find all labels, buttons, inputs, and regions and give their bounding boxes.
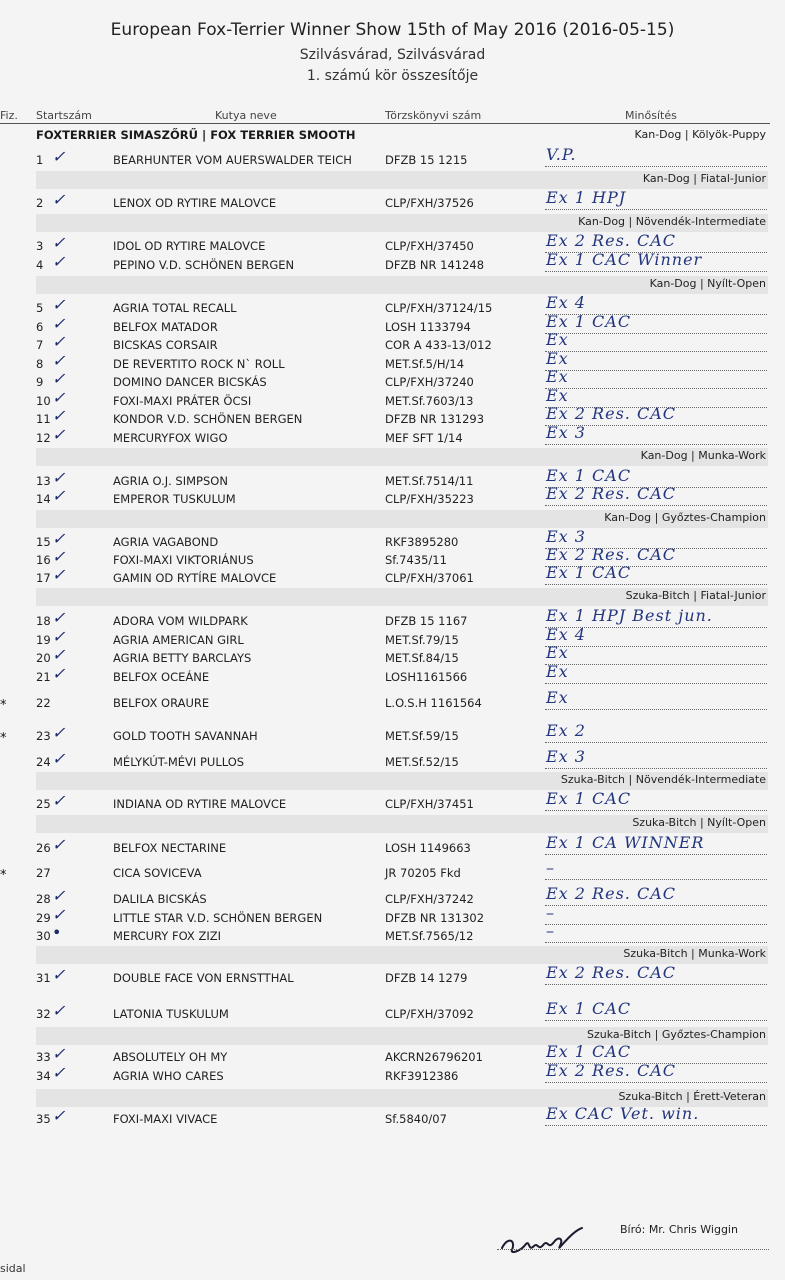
handwritten-grade: – bbox=[546, 903, 555, 922]
dog-name: MÉLYKÚT-MÉVI PULLOS bbox=[113, 755, 245, 769]
grade-line bbox=[545, 924, 767, 925]
handwritten-grade: Ex 2 Res. CAC bbox=[546, 884, 676, 903]
start-number: 27 bbox=[36, 866, 51, 880]
entry-row bbox=[0, 349, 785, 373]
check-mark: ✓ bbox=[52, 406, 66, 425]
start-number: 12 bbox=[36, 431, 51, 445]
check-mark: ✓ bbox=[52, 905, 66, 924]
start-number: 17 bbox=[36, 571, 51, 585]
entry-row bbox=[0, 721, 785, 746]
check-mark: ✓ bbox=[52, 627, 66, 646]
registration-number: MET.Sf.59/15 bbox=[385, 729, 459, 743]
start-number: 29 bbox=[36, 911, 51, 925]
judge-name: Bíró: Mr. Chris Wiggin bbox=[620, 1223, 738, 1236]
grade-line bbox=[545, 768, 767, 769]
handwritten-grade: Ex 2 Res. CAC bbox=[546, 545, 676, 564]
grade-line bbox=[545, 742, 767, 743]
entry-row bbox=[0, 999, 785, 1023]
grade-line bbox=[545, 505, 767, 506]
grade-line bbox=[545, 370, 767, 371]
entry-row bbox=[0, 563, 785, 587]
check-mark: ✓ bbox=[52, 190, 66, 209]
entry-row bbox=[0, 625, 785, 649]
dog-name: BELFOX MATADOR bbox=[113, 320, 218, 334]
registration-number: CLP/FXH/37061 bbox=[385, 571, 474, 585]
start-number: 31 bbox=[36, 971, 51, 985]
registration-number: MET.Sf.7603/13 bbox=[385, 394, 474, 408]
check-mark: ✓ bbox=[52, 147, 66, 166]
check-mark: ✓ bbox=[52, 233, 66, 252]
entry-row bbox=[0, 545, 785, 569]
entry-row bbox=[0, 833, 785, 857]
absent-marker: * bbox=[0, 868, 7, 883]
registration-number: CLP/FXH/37451 bbox=[385, 797, 474, 811]
dog-name: BELFOX ORAURE bbox=[113, 696, 210, 710]
class-heading: Kan-Dog | Nyílt-Open bbox=[649, 277, 766, 290]
dog-name: BELFOX OCEÁNE bbox=[113, 670, 210, 684]
check-mark: ✓ bbox=[52, 388, 66, 407]
start-number: 18 bbox=[36, 614, 51, 628]
check-mark: • bbox=[52, 923, 62, 942]
dog-name: GOLD TOOTH SAVANNAH bbox=[113, 729, 258, 743]
start-number: 24 bbox=[36, 755, 51, 769]
dog-name: DALILA BICSKÁS bbox=[113, 892, 207, 906]
class-heading: Szuka-Bitch | Növendék-Intermediate bbox=[560, 773, 766, 786]
entry-row bbox=[0, 606, 785, 630]
class-heading: Szuka-Bitch | Győztes-Champion bbox=[586, 1028, 766, 1041]
dog-name: ABSOLUTELY OH MY bbox=[113, 1050, 228, 1064]
start-number: 20 bbox=[36, 651, 51, 665]
class-heading: Kan-Dog | Fiatal-Junior bbox=[642, 172, 766, 185]
dog-name: AGRIA BETTY BARCLAYS bbox=[113, 651, 252, 665]
entry-row bbox=[0, 367, 785, 391]
judge-signature bbox=[498, 1218, 588, 1258]
absent-marker: * bbox=[0, 731, 7, 746]
registration-number: JR 70205 Fkd bbox=[385, 866, 461, 880]
handwritten-grade: – bbox=[546, 858, 555, 877]
dog-name: ADORA VOM WILDPARK bbox=[113, 614, 248, 628]
dog-name: FOXI-MAXI VIVACE bbox=[113, 1112, 218, 1126]
check-mark: ✓ bbox=[52, 1106, 66, 1125]
class-heading: Kan-Dog | Növendék-Intermediate bbox=[578, 215, 766, 228]
class-heading: Kan-Dog | Munka-Work bbox=[640, 449, 766, 462]
registration-number: DFZB 15 1167 bbox=[385, 614, 468, 628]
entry-row bbox=[0, 330, 785, 354]
check-mark: ✓ bbox=[52, 314, 66, 333]
dog-name: AGRIA AMERICAN GIRL bbox=[113, 633, 244, 647]
check-mark: ✓ bbox=[52, 664, 66, 683]
check-mark: ✓ bbox=[52, 369, 66, 388]
start-number: 14 bbox=[36, 492, 51, 506]
start-number: 32 bbox=[36, 1007, 51, 1021]
check-mark: ✓ bbox=[52, 425, 66, 444]
registration-number: DFZB 14 1279 bbox=[385, 971, 468, 985]
dog-name: PEPINO V.D. SCHÖNEN BERGEN bbox=[113, 258, 295, 272]
handwritten-grade: Ex 2 Res. CAC bbox=[546, 1061, 676, 1080]
handwritten-grade: V.P. bbox=[546, 145, 577, 164]
handwritten-grade: Ex bbox=[546, 349, 569, 368]
grade-line bbox=[545, 664, 767, 665]
registration-number: AKCRN26796201 bbox=[385, 1050, 483, 1064]
handwritten-grade: Ex 1 CA WINNER bbox=[546, 833, 705, 852]
check-mark: ✓ bbox=[52, 332, 66, 351]
class-heading: Szuka-Bitch | Munka-Work bbox=[623, 947, 766, 960]
col-header-start: Startszám bbox=[36, 109, 92, 122]
check-mark: ✓ bbox=[52, 1001, 66, 1020]
signature-line bbox=[497, 1249, 769, 1250]
handwritten-grade: Ex 3 bbox=[546, 527, 586, 546]
handwritten-grade: – bbox=[546, 921, 555, 940]
entry-row bbox=[0, 1104, 785, 1128]
handwritten-grade: Ex 1 CAC bbox=[546, 789, 632, 808]
start-number: 26 bbox=[36, 841, 51, 855]
dog-name: FOXI-MAXI VIKTORIÁNUS bbox=[113, 553, 254, 567]
grade-line bbox=[545, 351, 767, 352]
dog-name: DOUBLE FACE VON ERNSTTHAL bbox=[113, 971, 294, 985]
check-mark: ✓ bbox=[52, 791, 66, 810]
check-mark: ✓ bbox=[52, 468, 66, 487]
entry-row bbox=[0, 643, 785, 667]
grade-line bbox=[545, 810, 767, 811]
handwritten-grade: Ex 1 HPJ Best jun. bbox=[546, 606, 713, 625]
class-heading: Szuka-Bitch | Érett-Veteran bbox=[618, 1090, 766, 1103]
registration-number: RKF3895280 bbox=[385, 535, 459, 549]
handwritten-grade: Ex 1 CAC bbox=[546, 999, 632, 1018]
start-number: 25 bbox=[36, 797, 51, 811]
handwritten-grade: Ex bbox=[546, 662, 569, 681]
registration-number: LOSH 1133794 bbox=[385, 320, 471, 334]
grade-line bbox=[545, 942, 767, 943]
handwritten-grade: Ex CAC Vet. win. bbox=[546, 1104, 700, 1123]
check-mark: ✓ bbox=[52, 295, 66, 314]
col-header-fiz: Fiz. bbox=[0, 109, 18, 122]
start-number: 16 bbox=[36, 553, 51, 567]
grade-line bbox=[545, 1020, 767, 1021]
registration-number: MET.Sf.79/15 bbox=[385, 633, 459, 647]
class-heading: Kan-Dog | Kölyök-Puppy bbox=[634, 128, 766, 141]
entry-row bbox=[0, 688, 785, 713]
handwritten-grade: Ex bbox=[546, 330, 569, 349]
check-mark: ✓ bbox=[52, 529, 66, 548]
start-number: 13 bbox=[36, 474, 51, 488]
grade-line bbox=[545, 584, 767, 585]
handwritten-grade: Ex bbox=[546, 367, 569, 386]
show-location: Szilvásvárad, Szilvásvárad bbox=[299, 47, 486, 63]
registration-number: MET.Sf.5/H/14 bbox=[385, 357, 465, 371]
dog-name: BICSKAS CORSAIR bbox=[113, 338, 218, 352]
registration-number: Sf.7435/11 bbox=[385, 553, 447, 567]
handwritten-grade: Ex 3 bbox=[546, 423, 586, 442]
grade-line bbox=[545, 879, 767, 880]
handwritten-grade: Ex 1 CAC bbox=[546, 312, 632, 331]
dog-name: DE REVERTITO ROCK N` ROLL bbox=[113, 357, 285, 371]
grade-line bbox=[545, 683, 767, 684]
start-number: 30 bbox=[36, 929, 51, 943]
start-number: 33 bbox=[36, 1050, 51, 1064]
start-number: 23 bbox=[36, 729, 51, 743]
start-number: 34 bbox=[36, 1069, 51, 1083]
dog-name: AGRIA O.J. SIMPSON bbox=[113, 474, 228, 488]
dog-name: LENOX OD RYTIRE MALOVCE bbox=[113, 196, 277, 210]
dog-name: LATONIA TUSKULUM bbox=[113, 1007, 229, 1021]
start-number: 19 bbox=[36, 633, 51, 647]
handwritten-grade: Ex 4 bbox=[546, 293, 586, 312]
col-header-grade: Minősítés bbox=[625, 109, 677, 122]
dog-name: LITTLE STAR V.D. SCHÖNEN BERGEN bbox=[113, 911, 323, 925]
dog-name: AGRIA WHO CARES bbox=[113, 1069, 224, 1083]
registration-number: LOSH1161566 bbox=[385, 670, 468, 684]
entry-row bbox=[0, 662, 785, 686]
handwritten-grade: Ex 1 CAC bbox=[546, 563, 632, 582]
handwritten-grade: Ex 1 CAC bbox=[546, 1042, 632, 1061]
col-header-name: Kutya neve bbox=[215, 109, 277, 122]
handwritten-grade: Ex 2 bbox=[546, 721, 586, 740]
handwritten-grade: Ex 3 bbox=[546, 747, 586, 766]
check-mark: ✓ bbox=[52, 749, 66, 768]
dog-name: AGRIA VAGABOND bbox=[113, 535, 219, 549]
dog-name: GAMIN OD RYTÍRE MALOVCE bbox=[113, 571, 277, 585]
grade-line bbox=[545, 166, 767, 167]
handwritten-grade: Ex bbox=[546, 688, 569, 707]
start-number: 1 bbox=[36, 153, 44, 167]
dog-name: FOXI-MAXI PRÁTER ÖCSI bbox=[113, 394, 252, 408]
entry-row bbox=[0, 963, 785, 987]
start-number: 2 bbox=[36, 196, 44, 210]
registration-number: CLP/FXH/37242 bbox=[385, 892, 474, 906]
entry-row bbox=[0, 903, 785, 927]
registration-number: DFZB NR 141248 bbox=[385, 258, 485, 272]
start-number: 4 bbox=[36, 258, 44, 272]
dog-name: INDIANA OD RYTIRE MALOVCE bbox=[113, 797, 287, 811]
registration-number: RKF3912386 bbox=[385, 1069, 459, 1083]
handwritten-grade: Ex 2 Res. CAC bbox=[546, 231, 676, 250]
col-header-reg: Törzskönyvi szám bbox=[385, 109, 482, 122]
grade-line bbox=[545, 1082, 767, 1083]
check-mark: ✓ bbox=[52, 645, 66, 664]
registration-number: MET.Sf.7514/11 bbox=[385, 474, 474, 488]
registration-number: CLP/FXH/37240 bbox=[385, 375, 474, 389]
class-heading: Szuka-Bitch | Fiatal-Junior bbox=[625, 589, 766, 602]
class-heading: Szuka-Bitch | Nyílt-Open bbox=[632, 816, 766, 829]
dog-name: BEARHUNTER VOM AUERSWALDER TEICH bbox=[113, 153, 352, 167]
registration-number: CLP/FXH/37124/15 bbox=[385, 301, 493, 315]
dog-name: EMPEROR TUSKULUM bbox=[113, 492, 236, 506]
registration-number: MET.Sf.52/15 bbox=[385, 755, 459, 769]
ring-summary: 1. számú kör összesítője bbox=[306, 68, 479, 84]
grade-line bbox=[545, 646, 767, 647]
registration-number: CLP/FXH/37450 bbox=[385, 239, 474, 253]
grade-line bbox=[545, 1125, 767, 1126]
registration-number: CLP/FXH/37526 bbox=[385, 196, 474, 210]
check-mark: ✓ bbox=[52, 351, 66, 370]
registration-number: Sf.5840/07 bbox=[385, 1112, 447, 1126]
grade-line bbox=[545, 905, 767, 906]
grade-line bbox=[545, 333, 767, 334]
cut-off-text: sidal bbox=[0, 1262, 26, 1275]
entry-row bbox=[0, 312, 785, 336]
check-mark: ✓ bbox=[52, 547, 66, 566]
dog-name: MERCURYFOX WIGO bbox=[113, 431, 228, 445]
absent-marker: * bbox=[0, 698, 7, 713]
entry-row bbox=[0, 884, 785, 908]
class-heading: Kan-Dog | Győztes-Champion bbox=[604, 511, 766, 524]
dog-name: BELFOX NECTARINE bbox=[113, 841, 227, 855]
registration-number: COR A 433-13/012 bbox=[385, 338, 492, 352]
start-number: 15 bbox=[36, 535, 51, 549]
start-number: 35 bbox=[36, 1112, 51, 1126]
dog-name: IDOL OD RYTIRE MALOVCE bbox=[113, 239, 266, 253]
dog-name: CICA SOVICEVA bbox=[113, 866, 202, 880]
start-number: 21 bbox=[36, 670, 51, 684]
grade-line bbox=[545, 388, 767, 389]
grade-line bbox=[545, 444, 767, 445]
handwritten-grade: Ex 2 Res. CAC bbox=[546, 404, 676, 423]
start-number: 22 bbox=[36, 696, 51, 710]
start-number: 6 bbox=[36, 320, 44, 334]
handwritten-grade: Ex 4 bbox=[546, 625, 586, 644]
entry-row bbox=[0, 789, 785, 813]
entry-row bbox=[0, 921, 785, 945]
handwritten-grade: Ex 1 CAC Winner bbox=[546, 250, 703, 269]
entry-row bbox=[0, 747, 785, 771]
handwritten-grade: Ex 2 Res. CAC bbox=[546, 963, 676, 982]
start-number: 8 bbox=[36, 357, 44, 371]
start-number: 3 bbox=[36, 239, 44, 253]
start-number: 28 bbox=[36, 892, 51, 906]
entry-row bbox=[0, 1061, 785, 1085]
grade-line bbox=[545, 984, 767, 985]
entry-row bbox=[0, 404, 785, 428]
entry-row bbox=[0, 188, 785, 212]
handwritten-grade: Ex bbox=[546, 386, 569, 405]
grade-line bbox=[545, 271, 767, 272]
check-mark: ✓ bbox=[52, 565, 66, 584]
grade-line bbox=[545, 209, 767, 210]
check-mark: ✓ bbox=[52, 835, 66, 854]
check-mark: ✓ bbox=[52, 723, 66, 742]
registration-number: DFZB NR 131302 bbox=[385, 911, 485, 925]
registration-number: MET.Sf.84/15 bbox=[385, 651, 459, 665]
check-mark: ✓ bbox=[52, 608, 66, 627]
entry-row bbox=[0, 423, 785, 447]
registration-number: CLP/FXH/35223 bbox=[385, 492, 474, 506]
header-divider bbox=[0, 123, 770, 124]
start-number: 11 bbox=[36, 412, 51, 426]
start-number: 7 bbox=[36, 338, 44, 352]
dog-name: AGRIA TOTAL RECALL bbox=[113, 301, 237, 315]
registration-number: L.O.S.H 1161564 bbox=[385, 696, 482, 710]
grade-line bbox=[545, 854, 767, 855]
start-number: 9 bbox=[36, 375, 44, 389]
entry-row bbox=[0, 250, 785, 274]
registration-number: DFZB 15 1215 bbox=[385, 153, 468, 167]
registration-number: MEF SFT 1/14 bbox=[385, 431, 463, 445]
start-number: 5 bbox=[36, 301, 44, 315]
dog-name: DOMINO DANCER BICSKÁS bbox=[113, 375, 267, 389]
check-mark: ✓ bbox=[52, 886, 66, 905]
handwritten-grade: Ex 1 HPJ bbox=[546, 188, 627, 207]
breed-title: FOXTERRIER SIMASZŐRŰ | FOX TERRIER SMOOTH bbox=[36, 128, 356, 142]
check-mark: ✓ bbox=[52, 965, 66, 984]
handwritten-grade: Ex bbox=[546, 643, 569, 662]
start-number: 10 bbox=[36, 394, 51, 408]
dog-name: KONDOR V.D. SCHÖNEN BERGEN bbox=[113, 412, 303, 426]
entry-row bbox=[0, 484, 785, 508]
registration-number: DFZB NR 131293 bbox=[385, 412, 485, 426]
check-mark: ✓ bbox=[52, 486, 66, 505]
entry-row bbox=[0, 293, 785, 317]
entry-row bbox=[0, 145, 785, 169]
page-title: European Fox-Terrier Winner Show 15th of May 2016 (2016-05-15) bbox=[110, 20, 675, 40]
registration-number: CLP/FXH/37092 bbox=[385, 1007, 474, 1021]
handwritten-grade: Ex 2 Res. CAC bbox=[546, 484, 676, 503]
dog-name: MERCURY FOX ZIZI bbox=[113, 929, 221, 943]
handwritten-grade: Ex 1 CAC bbox=[546, 466, 632, 485]
entry-row bbox=[0, 858, 785, 883]
grade-line bbox=[545, 709, 767, 710]
registration-number: MET.Sf.7565/12 bbox=[385, 929, 474, 943]
check-mark: ✓ bbox=[52, 1044, 66, 1063]
registration-number: LOSH 1149663 bbox=[385, 841, 471, 855]
check-mark: ✓ bbox=[52, 1063, 66, 1082]
check-mark: ✓ bbox=[52, 252, 66, 271]
